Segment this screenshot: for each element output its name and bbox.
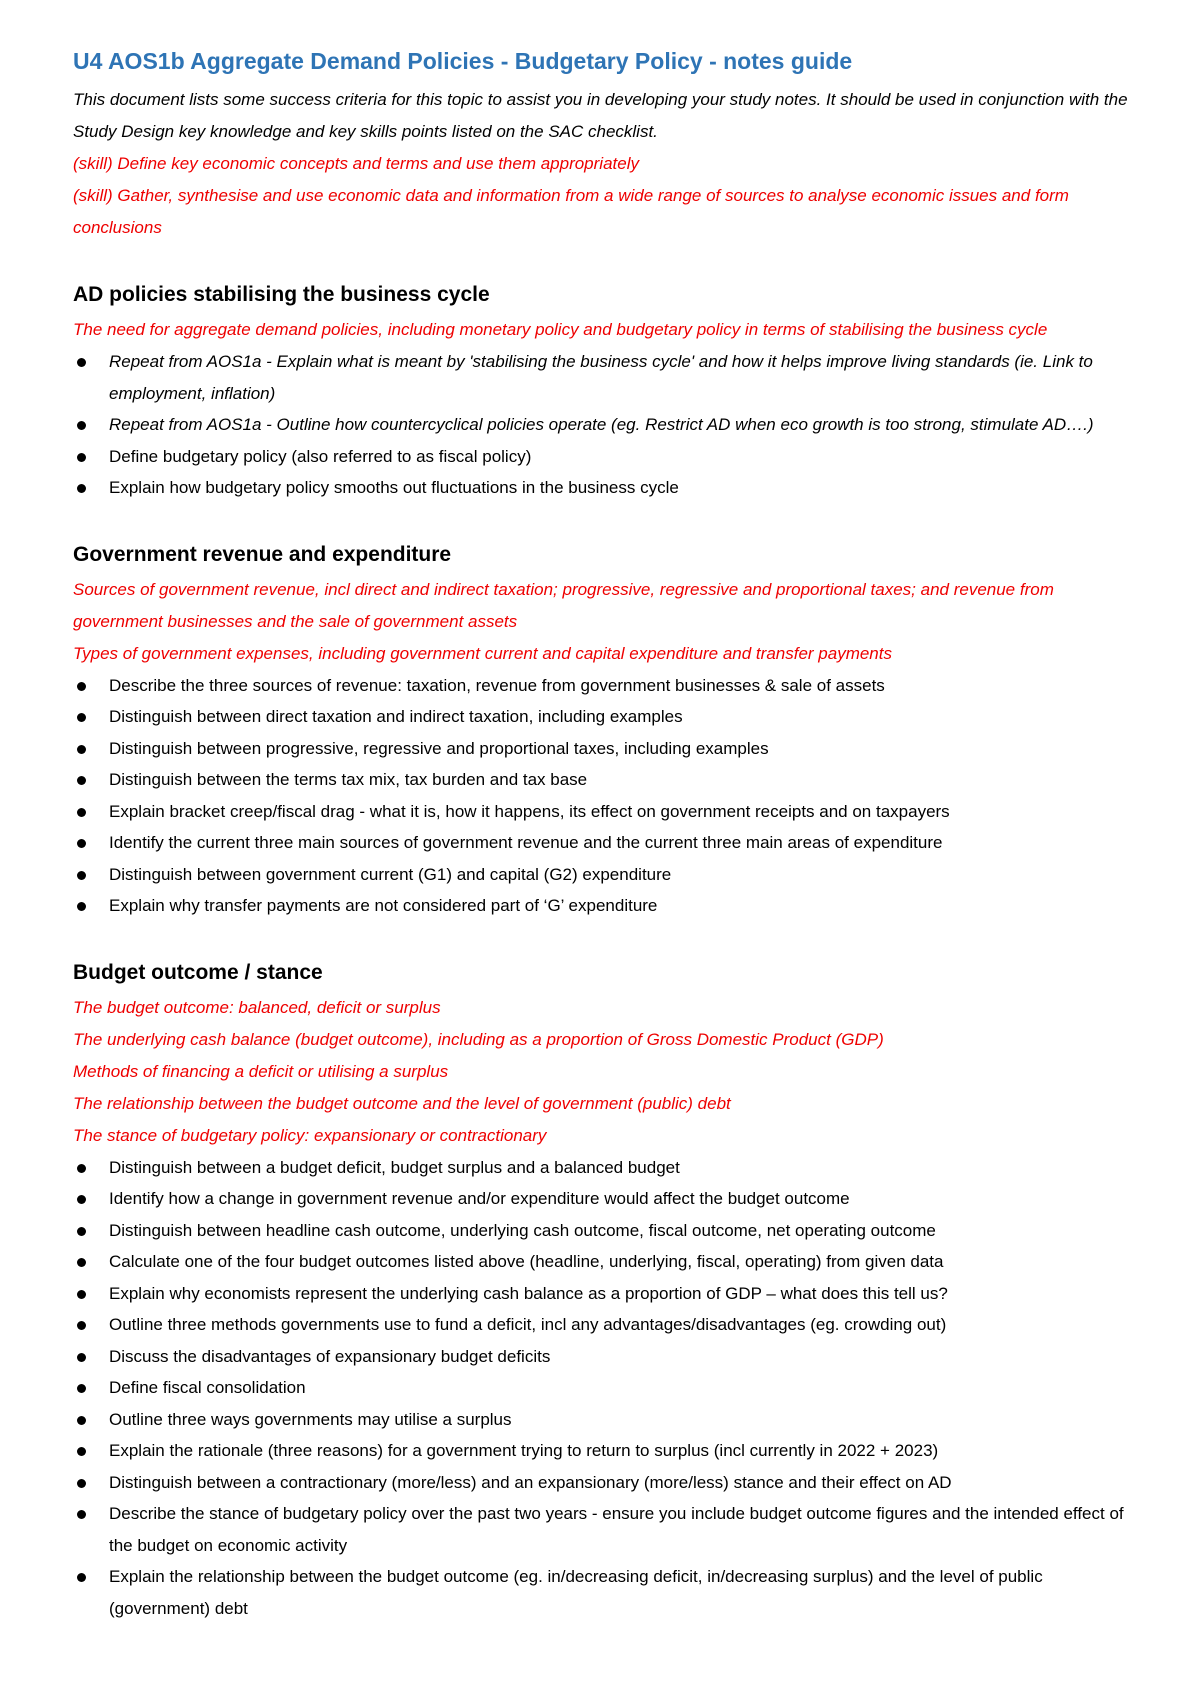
- bullet-icon: [77, 484, 86, 493]
- document-title: U4 AOS1b Aggregate Demand Policies - Budgetary Policy - notes guide: [73, 48, 853, 74]
- list-item-text: Outline three ways governments may utilise a surplus: [109, 1409, 512, 1429]
- key-knowledge-line: Types of government expenses, including government current and capital expenditure and transfer payments: [73, 643, 892, 663]
- list-item-text: Discuss the disadvantages of expansionary budget deficits: [109, 1346, 551, 1366]
- list-item: [73, 1372, 1143, 1404]
- skill-line: (skill) Define key economic concepts and terms and use them appropriately: [73, 154, 639, 173]
- list-item-text: Distinguish between a contractionary (more/less) and an expansionary (more/less) stance and their effect on AD: [109, 1472, 952, 1492]
- bullet-icon: [77, 1384, 86, 1393]
- bullet-icon: [77, 421, 86, 430]
- key-knowledge-line: The underlying cash balance (budget outcome), including as a proportion of Gross Domestic Product (GDP): [73, 1029, 884, 1049]
- bullet-icon: [77, 839, 86, 848]
- list-item: [73, 472, 1143, 504]
- list-item: [73, 890, 1143, 922]
- list-item: [73, 701, 1143, 733]
- list-item: [73, 1404, 1143, 1436]
- list-item: [73, 1341, 1143, 1373]
- list-item-text: Distinguish between direct taxation and indirect taxation, including examples: [109, 707, 683, 726]
- list-item: [73, 409, 1143, 441]
- list-item-text: Repeat from AOS1a - Outline how countercyclical policies operate (eg. Restrict AD when eco growth is too strong, stimulate AD….): [109, 415, 1094, 434]
- list-item: [73, 1435, 1143, 1467]
- bullet-icon: [77, 1258, 86, 1267]
- list-item: [73, 441, 1143, 473]
- bullet-icon: [77, 902, 86, 911]
- bullet-icon: [77, 1416, 86, 1425]
- criteria-list: [73, 1152, 1143, 1625]
- list-item: [73, 827, 1143, 859]
- list-item-text: Explain the relationship between the budget outcome (eg. in/decreasing deficit, in/decreasing surplus) and the level of public (government) debt: [109, 1567, 1043, 1618]
- bullet-icon: [77, 1573, 86, 1582]
- list-item-text: Explain how budgetary policy smooths out fluctuations in the business cycle: [109, 478, 679, 497]
- list-item: [73, 1561, 1143, 1624]
- list-item-text: Distinguish between the terms tax mix, tax burden and tax base: [109, 770, 588, 789]
- list-item-text: Describe the three sources of revenue: taxation, revenue from government businesses & sale of assets: [109, 675, 885, 695]
- bullet-icon: [77, 1479, 86, 1488]
- list-item: [73, 1498, 1143, 1561]
- bullet-icon: [77, 871, 86, 880]
- bullet-icon: [77, 808, 86, 817]
- bullet-icon: [77, 453, 86, 462]
- key-knowledge-line: The need for aggregate demand policies, including monetary policy and budgetary policy in terms of stabilising the business cycle: [73, 320, 1048, 339]
- list-item: [73, 859, 1143, 891]
- bullet-icon: [77, 1164, 86, 1173]
- section-budget-outcome: [73, 958, 1143, 1625]
- list-item: [73, 1152, 1143, 1184]
- list-item: [73, 670, 1143, 702]
- list-item-text: Identify the current three main sources of government revenue and the current three main areas of expenditure: [109, 833, 943, 852]
- key-knowledge-line: The relationship between the budget outcome and the level of government (public) debt: [73, 1093, 731, 1113]
- skill-line: (skill) Gather, synthesise and use economic data and information from a wide range of sources to analyse economic issues and form conclusions: [73, 186, 1069, 237]
- bullet-icon: [77, 1447, 86, 1456]
- key-knowledge-line: The budget outcome: balanced, deficit or surplus: [73, 997, 441, 1017]
- section-heading: Budget outcome / stance: [73, 960, 323, 984]
- list-item-text: Identify how a change in government revenue and/or expenditure would affect the budget outcome: [109, 1189, 850, 1208]
- key-knowledge-line: Methods of financing a deficit or utilising a surplus: [73, 1061, 449, 1081]
- bullet-icon: [77, 776, 86, 785]
- list-item-text: Distinguish between headline cash outcome, underlying cash outcome, fiscal outcome, net operating outcome: [109, 1220, 936, 1240]
- bullet-icon: [77, 1353, 86, 1362]
- list-item-text: Define fiscal consolidation: [109, 1378, 306, 1397]
- intro-paragraph: This document lists some success criteria for this topic to assist you in developing your study notes. It should be used in conjunction with the Study Design key knowledge and key skills points listed on the SAC checklist.: [73, 90, 1128, 141]
- list-item-text: Explain why transfer payments are not considered part of ‘G’ expenditure: [109, 896, 658, 915]
- bullet-icon: [77, 713, 86, 722]
- list-item: [73, 733, 1143, 765]
- list-item-text: Distinguish between government current (G1) and capital (G2) expenditure: [109, 864, 672, 884]
- bullet-icon: [77, 745, 86, 754]
- list-item-text: Explain why economists represent the underlying cash balance as a proportion of GDP – what does this tell us?: [109, 1283, 948, 1303]
- section-ad-policies: [73, 280, 1143, 504]
- key-knowledge-line: Sources of government revenue, incl direct and indirect taxation; progressive, regressive and proportional taxes; and revenue from government businesses and the sale of government assets: [73, 579, 1054, 631]
- list-item: [73, 1467, 1143, 1499]
- list-item: [73, 1246, 1143, 1278]
- list-item: [73, 764, 1143, 796]
- criteria-list: [73, 346, 1143, 504]
- bullet-icon: [77, 1290, 86, 1299]
- list-item-text: Distinguish between a budget deficit, budget surplus and a balanced budget: [109, 1157, 680, 1177]
- document-page: [73, 44, 1143, 1624]
- list-item-text: Explain the rationale (three reasons) for a government trying to return to surplus (incl currently in 2022 + 2023): [109, 1441, 939, 1460]
- list-item-text: Calculate one of the four budget outcomes listed above (headline, underlying, fiscal, operating) from given data: [109, 1252, 944, 1271]
- list-item: [73, 1183, 1143, 1215]
- bullet-icon: [77, 1510, 86, 1519]
- bullet-icon: [77, 358, 86, 367]
- bullet-icon: [77, 682, 86, 691]
- list-item-text: Describe the stance of budgetary policy over the past two years - ensure you include budget outcome figures and the intended effect of the budget on economic activity: [109, 1504, 1124, 1555]
- bullet-icon: [77, 1227, 86, 1236]
- list-item-text: Define budgetary policy (also referred to as fiscal policy): [109, 446, 532, 466]
- section-heading: AD policies stabilising the business cycle: [73, 283, 490, 306]
- bullet-icon: [77, 1195, 86, 1204]
- list-item: [73, 1309, 1143, 1341]
- section-heading: Government revenue and expenditure: [73, 542, 452, 566]
- list-item-text: Repeat from AOS1a - Explain what is meant by 'stabilising the business cycle' and how it helps improve living standards (ie. Link to employment, inflation): [109, 352, 1093, 403]
- list-item-text: Explain bracket creep/fiscal drag - what it is, how it happens, its effect on government receipts and on taxpayers: [109, 801, 950, 821]
- criteria-list: [73, 670, 1143, 922]
- list-item: [73, 1278, 1143, 1310]
- list-item-text: Distinguish between progressive, regressive and proportional taxes, including examples: [109, 738, 769, 758]
- list-item: [73, 796, 1143, 828]
- list-item: [73, 1215, 1143, 1247]
- section-government-revenue: [73, 540, 1143, 922]
- list-item: [73, 346, 1143, 409]
- key-knowledge-line: The stance of budgetary policy: expansionary or contractionary: [73, 1125, 547, 1145]
- bullet-icon: [77, 1321, 86, 1330]
- list-item-text: Outline three methods governments use to fund a deficit, incl any advantages/disadvantages (eg. crowding out): [109, 1315, 947, 1334]
